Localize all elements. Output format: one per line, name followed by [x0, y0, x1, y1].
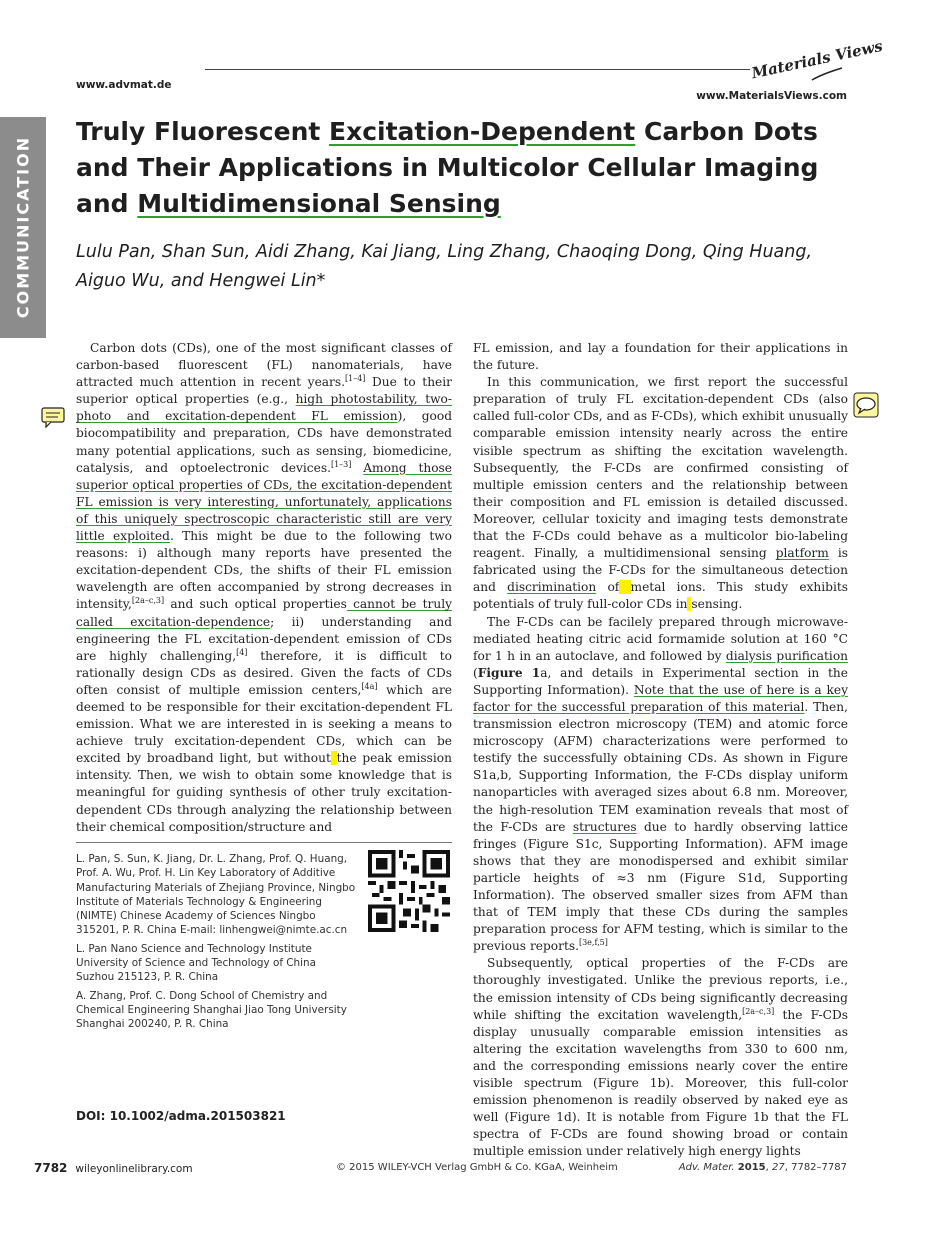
logo-text: Materials Views: [749, 36, 885, 83]
right-column: [473, 340, 848, 1161]
footer-site[interactable]: wileyonlinelibrary.com: [75, 1163, 193, 1175]
footer-citation: Adv. Mater. 2015, 27, 7782–7787: [678, 1162, 847, 1173]
side-tab-label: COMMUNICATION: [13, 135, 33, 319]
paragraph: Subsequently, optical properties of the F-CDs are thoroughly investigated. Unlike the previous reports, i.e., the emission intensity of CDs being significantly decreasing while shifting the excitation wavelength,[2a–c,3] the F-CDs display unusually comparable emission intensities as altering the excitation wavelengths from 330 to 600 nm, and the corresponding emissions nearly cover the entire visible spectrum (Figure 1b). Moreover, this full-color emission phenomenon is readily observed by naked eye as well (Figure 1d). It is notable from Figure 1b that the FL spectra of F-CDs are found showing broad or contain multiple emission under relatively high energy lights: [473, 956, 848, 1159]
footer-left: [34, 1161, 193, 1175]
publisher-url[interactable]: www.MaterialsViews.com: [696, 90, 847, 102]
journal-url[interactable]: www.advmat.de: [76, 79, 172, 91]
doi[interactable]: DOI: 10.1002/adma.201503821: [76, 1109, 286, 1123]
paragraph: Carbon dots (CDs), one of the most significant classes of carbon-based fluorescent (FL) nanomaterials, have attracted much attention in recent years.[1–4] Due to their superior optical properties (e.g., high photostability, two-photo and excitation-dependent FL emission), good biocompatibility and preparation, CDs have demonstrated many potential applications, such as sensing, biomedicine, catalysis, and optoelectronic devices.[1–3] Among those superior optical properties of CDs, the excitation-dependent FL emission is very interesting, unfortunately, applications of this uniquely spectroscopic characteristic still are very little exploited. This might be due to the following two reasons: i) although many reports have presented the excitation-dependent CDs, the shifts of their FL emission wavelength are often accompanied by strong decreases in intensity,[2a–c,3] and such optical properties cannot be truly called excitation-dependence; ii) understanding and engineering the FL excitation-dependent emission of CDs are highly challenging,[4] therefore, it is difficult to rationally design CDs as desired. Given the facts of CDs often consist of multiple emission centers,[4a] which are deemed to be responsible for their excitation-dependent FL emission. What we are interested in is seeking a means to achieve truly excitation-dependent CDs, which can be excited by broadband light, but without the peak emission intensity. Then, we wish to obtain some knowledge that is meaningful for guiding synthesis of other truly excitation-dependent CDs through analyzing the relationship between their chemical composition/structure and: [76, 341, 453, 834]
affiliation-separator: [76, 842, 452, 843]
paragraph: FL emission, and lay a foundation for their applications in the future.: [473, 341, 848, 373]
author-list: Lulu Pan, Shan Sun, Aidi Zhang, Kai Jiang, Ling Zhang, Chaoqing Dong, Qing Huang, Aiguo Wu, and Hengwei Lin*: [76, 242, 813, 291]
footer-copyright: © 2015 WILEY-VCH Verlag GmbH & Co. KGaA, Weinheim: [336, 1162, 618, 1173]
affiliation-block: L. Pan Nano Science and Technology Institute University of Science and Technology of China Suzhou 215123, P. R. China: [76, 942, 316, 984]
header-rule: [205, 69, 750, 70]
affiliation-block: A. Zhang, Prof. C. Dong School of Chemistry and Chemical Engineering Shanghai Jiao Tong University Shanghai 200240, P. R. China: [76, 989, 347, 1031]
affiliations: [76, 852, 356, 1036]
left-column: [76, 340, 452, 836]
side-tab: [0, 117, 46, 338]
affiliation-block: L. Pan, S. Sun, K. Jiang, Dr. L. Zhang, Prof. Q. Huang, Prof. A. Wu, Prof. H. Lin Key Laboratory of Additive Manufacturing Materials of Zhejiang Province, Ningbo Institute of Materials Technology & Engineering (NIMTE) Chinese Academy of Sciences Ningbo 315201, P. R. China E-mail: linhengwei@nimte.ac.cn: [76, 853, 356, 937]
page-number: 7782: [34, 1161, 68, 1175]
paragraph: In this communication, we first report the successful preparation of truly FL excitation-dependent CDs (also called full-color CDs, and as F-CDs), which exhibit unusually comparable emission intensity nearly across the entire visible spectrum as shifting the excitation wavelength. Subsequently, the F-CDs are confirmed consisting of multiple emission centers and the relationship between their composition and FL emission is detailed discussed. Moreover, cellular toxicity and imaging tests demonstrate that the F-CDs could behave as a multicolor bio-labeling reagent. Finally, a multidimensional sensing platform is fabricated using the F-CDs for the simultaneous detection and discrimination of metal ions. This study exhibits potentials of truly full-color CDs in sensing.: [473, 375, 849, 612]
comment-bubble-icon[interactable]: [853, 392, 879, 418]
article-title: Truly Fluorescent Excitation-Dependent Carbon Dots and Their Applications in Multicolor Cellular Imaging and Multidimensional Sensing: [76, 117, 819, 218]
paragraph: The F-CDs can be facilely prepared through microwave-mediated heating citric acid formamide solution at 160 °C for 1 h in an autoclave, and followed by dialysis purification (Figure 1a, and details in Experimental section in the Supporting Information). Note that the use of here is a key factor for the successful preparation of this material. Then, transmission electron microscopy (TEM) and atomic force microscopy (AFM) characterizations were performed to testify the successfully obtaining CDs. As shown in Figure S1a,b, Supporting Information, the F-CDs display uniform nanoparticles with averaged sizes about 6.8 nm. Moreover, the high-resolution TEM examination reveals that most of the F-CDs are structures due to hardly observing lattice fringes (Figure S1c, Supporting Information). AFM image shows that they are monodispersed and exhibit similar particle heights of ≈3 nm (Figure S1d, Supporting Information). The observed smaller sizes from AFM than that of TEM imply that these CDs during the samples preparation process for AFM testing, which is similar to the previous reports.[3e,f,5]: [473, 614, 849, 954]
comment-note-icon[interactable]: [40, 406, 66, 428]
qr-code[interactable]: [368, 850, 450, 932]
materials-views-logo: [749, 36, 885, 88]
